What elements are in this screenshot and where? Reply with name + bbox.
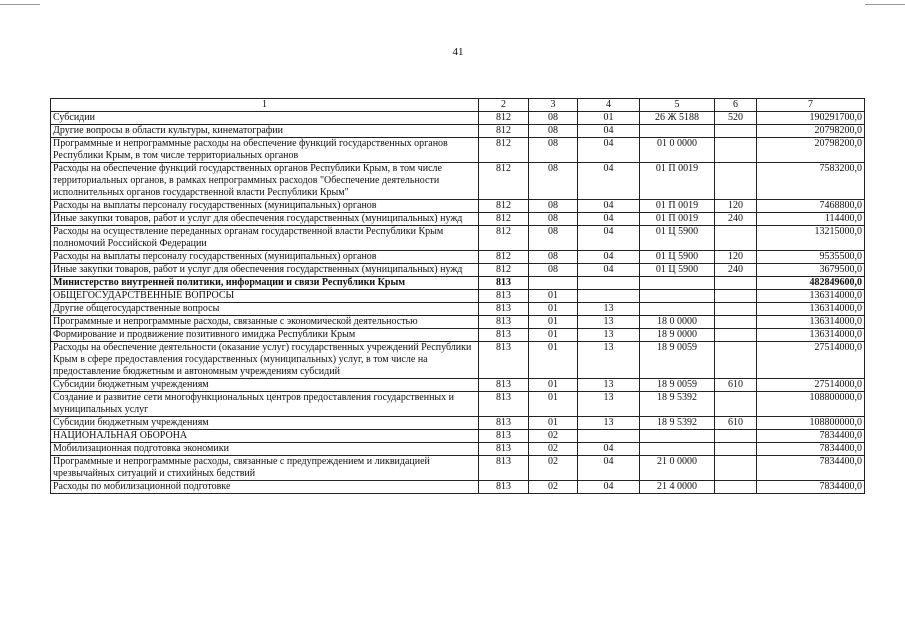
cell-pr: 04 (578, 125, 640, 138)
scan-edge-right (865, 4, 905, 5)
cell-name: Программные и непрограммные расходы, связанные с экономической деятельностью (51, 316, 479, 329)
cell-pr: 13 (578, 417, 640, 430)
cell-sum: 13215000,0 (757, 226, 865, 251)
cell-name: Расходы на обеспечение функций государственных органов Республики Крым, в том числе территориальных органов, в рамках непрограммных расходов "Обеспечение деятельности исполнительных органов государственной власти Республики Крым" (51, 163, 479, 200)
cell-rz: 02 (529, 456, 578, 481)
cell-rz: 01 (529, 392, 578, 417)
cell-pr: 04 (578, 213, 640, 226)
cell-sum: 20798200,0 (757, 125, 865, 138)
cell-ved: 812 (479, 213, 529, 226)
cell-vr (715, 163, 757, 200)
cell-pr: 01 (578, 112, 640, 125)
cell-vr: 610 (715, 379, 757, 392)
table-row (51, 430, 865, 443)
cell-rz: 08 (529, 226, 578, 251)
cell-sum: 136314000,0 (757, 316, 865, 329)
cell-csr: 01 П 0019 (640, 200, 715, 213)
cell-vr (715, 226, 757, 251)
cell-ved: 812 (479, 226, 529, 251)
cell-rz: 02 (529, 430, 578, 443)
cell-rz: 08 (529, 251, 578, 264)
cell-ved: 813 (479, 456, 529, 481)
table-row (51, 329, 865, 342)
table-row (51, 125, 865, 138)
cell-rz: 08 (529, 264, 578, 277)
cell-vr (715, 290, 757, 303)
cell-vr (715, 392, 757, 417)
cell-sum: 20798200,0 (757, 138, 865, 163)
table-row (51, 303, 865, 316)
cell-sum: 108800000,0 (757, 417, 865, 430)
cell-csr: 18 9 5392 (640, 392, 715, 417)
cell-csr: 01 0 0000 (640, 138, 715, 163)
cell-sum: 190291700,0 (757, 112, 865, 125)
cell-csr: 21 0 0000 (640, 456, 715, 481)
cell-vr (715, 277, 757, 290)
cell-vr (715, 316, 757, 329)
cell-rz: 01 (529, 329, 578, 342)
table-row (51, 213, 865, 226)
cell-csr: 01 Ц 5900 (640, 264, 715, 277)
table-row (51, 200, 865, 213)
table-row (51, 456, 865, 481)
cell-ved: 813 (479, 481, 529, 494)
column-header: 7 (757, 99, 865, 112)
cell-ved: 813 (479, 342, 529, 379)
cell-pr (578, 277, 640, 290)
cell-csr: 01 Ц 5900 (640, 251, 715, 264)
cell-rz: 08 (529, 125, 578, 138)
cell-rz: 01 (529, 342, 578, 379)
cell-sum: 7468800,0 (757, 200, 865, 213)
cell-sum: 108800000,0 (757, 392, 865, 417)
table-row (51, 316, 865, 329)
table-row (51, 443, 865, 456)
table-row (51, 112, 865, 125)
cell-csr: 21 4 0000 (640, 481, 715, 494)
cell-vr (715, 456, 757, 481)
cell-sum: 7834400,0 (757, 456, 865, 481)
cell-rz: 08 (529, 163, 578, 200)
cell-sum: 3679500,0 (757, 264, 865, 277)
cell-ved: 812 (479, 138, 529, 163)
cell-ved: 813 (479, 430, 529, 443)
budget-table (50, 98, 865, 494)
cell-pr: 04 (578, 163, 640, 200)
cell-vr: 240 (715, 264, 757, 277)
cell-name: Субсидии бюджетным учреждениям (51, 417, 479, 430)
table-row (51, 277, 865, 290)
cell-vr (715, 481, 757, 494)
cell-csr: 01 П 0019 (640, 163, 715, 200)
cell-vr: 610 (715, 417, 757, 430)
cell-csr: 18 0 0000 (640, 316, 715, 329)
cell-csr (640, 277, 715, 290)
scan-edge-left (0, 4, 40, 5)
cell-name: НАЦИОНАЛЬНАЯ ОБОРОНА (51, 430, 479, 443)
cell-pr: 04 (578, 200, 640, 213)
cell-name: Расходы на выплаты персоналу государственных (муниципальных) органов (51, 251, 479, 264)
cell-ved: 813 (479, 379, 529, 392)
cell-vr (715, 430, 757, 443)
cell-rz: 01 (529, 316, 578, 329)
cell-name: Расходы на выплаты персоналу государственных (муниципальных) органов (51, 200, 479, 213)
cell-vr (715, 125, 757, 138)
cell-name: Расходы на осуществление переданных органам государственной власти Республики Крым полномочий Российской Федерации (51, 226, 479, 251)
cell-sum: 27514000,0 (757, 379, 865, 392)
cell-name: Иные закупки товаров, работ и услуг для обеспечения государственных (муниципальных) нужд (51, 264, 479, 277)
cell-csr (640, 430, 715, 443)
cell-sum: 7834400,0 (757, 443, 865, 456)
cell-vr (715, 342, 757, 379)
cell-sum: 482849600,0 (757, 277, 865, 290)
cell-name: Другие общегосударственные вопросы (51, 303, 479, 316)
cell-sum: 136314000,0 (757, 290, 865, 303)
cell-rz (529, 277, 578, 290)
cell-csr (640, 443, 715, 456)
cell-pr: 04 (578, 264, 640, 277)
cell-name: Расходы по мобилизационной подготовке (51, 481, 479, 494)
cell-rz: 01 (529, 379, 578, 392)
column-header: 1 (51, 99, 479, 112)
cell-name: Мобилизационная подготовка экономики (51, 443, 479, 456)
table-row (51, 481, 865, 494)
cell-csr: 18 9 0000 (640, 329, 715, 342)
page-number: 41 (452, 46, 464, 58)
table-row (51, 392, 865, 417)
cell-csr: 26 Ж 5188 (640, 112, 715, 125)
column-header: 4 (578, 99, 640, 112)
cell-name: Субсидии бюджетным учреждениям (51, 379, 479, 392)
cell-pr: 04 (578, 443, 640, 456)
cell-ved: 813 (479, 329, 529, 342)
cell-ved: 813 (479, 303, 529, 316)
cell-pr: 13 (578, 303, 640, 316)
cell-ved: 812 (479, 125, 529, 138)
cell-sum: 136314000,0 (757, 329, 865, 342)
cell-rz: 08 (529, 213, 578, 226)
cell-csr: 01 П 0019 (640, 213, 715, 226)
cell-vr (715, 443, 757, 456)
cell-rz: 02 (529, 443, 578, 456)
table-row (51, 251, 865, 264)
cell-sum: 27514000,0 (757, 342, 865, 379)
cell-pr: 04 (578, 456, 640, 481)
column-header: 2 (479, 99, 529, 112)
cell-pr: 04 (578, 481, 640, 494)
cell-sum: 7834400,0 (757, 481, 865, 494)
table-row (51, 138, 865, 163)
cell-name: Иные закупки товаров, работ и услуг для обеспечения государственных (муниципальных) нужд (51, 213, 479, 226)
cell-csr: 18 9 0059 (640, 379, 715, 392)
cell-vr: 520 (715, 112, 757, 125)
cell-rz: 01 (529, 303, 578, 316)
table-row (51, 163, 865, 200)
cell-ved: 812 (479, 251, 529, 264)
cell-sum: 114400,0 (757, 213, 865, 226)
cell-pr: 04 (578, 138, 640, 163)
cell-name: Формирование и продвижение позитивного имиджа Республики Крым (51, 329, 479, 342)
cell-pr (578, 290, 640, 303)
cell-sum: 7834400,0 (757, 430, 865, 443)
cell-name: Другие вопросы в области культуры, кинематографии (51, 125, 479, 138)
cell-sum: 136314000,0 (757, 303, 865, 316)
cell-ved: 812 (479, 163, 529, 200)
cell-csr: 18 9 0059 (640, 342, 715, 379)
cell-name: Расходы на обеспечение деятельности (оказание услуг) государственных учреждений Республики Крым в сфере предоставления государственных (муниципальных) услуг, в том числе на предоставление бюджетным и автономным учреждениям субсидий (51, 342, 479, 379)
table-row (51, 226, 865, 251)
cell-name: Программные и непрограммные расходы, связанные с предупреждением и ликвидацией чрезвычайных ситуаций и стихийных бедствий (51, 456, 479, 481)
cell-csr (640, 125, 715, 138)
cell-pr: 04 (578, 251, 640, 264)
table-row (51, 290, 865, 303)
cell-name: Программные и непрограммные расходы на обеспечение функций государственных органов Республики Крым, в том числе территориальных органов (51, 138, 479, 163)
cell-pr: 13 (578, 316, 640, 329)
cell-ved: 812 (479, 264, 529, 277)
cell-rz: 01 (529, 290, 578, 303)
cell-vr: 240 (715, 213, 757, 226)
cell-rz: 08 (529, 112, 578, 125)
cell-pr: 04 (578, 226, 640, 251)
cell-ved: 813 (479, 316, 529, 329)
cell-vr (715, 138, 757, 163)
table-row (51, 342, 865, 379)
cell-rz: 01 (529, 417, 578, 430)
cell-rz: 08 (529, 138, 578, 163)
column-header: 6 (715, 99, 757, 112)
cell-ved: 813 (479, 290, 529, 303)
cell-ved: 813 (479, 443, 529, 456)
cell-name: Министерство внутренней политики, информации и связи Республики Крым (51, 277, 479, 290)
cell-vr (715, 303, 757, 316)
cell-vr: 120 (715, 200, 757, 213)
column-header: 3 (529, 99, 578, 112)
cell-csr: 18 9 5392 (640, 417, 715, 430)
cell-ved: 813 (479, 417, 529, 430)
cell-pr (578, 430, 640, 443)
cell-csr: 01 Ц 5900 (640, 226, 715, 251)
cell-ved: 813 (479, 277, 529, 290)
table-row (51, 264, 865, 277)
cell-rz: 08 (529, 200, 578, 213)
cell-pr: 13 (578, 392, 640, 417)
column-header: 5 (640, 99, 715, 112)
table-row (51, 379, 865, 392)
cell-sum: 9535500,0 (757, 251, 865, 264)
cell-ved: 813 (479, 392, 529, 417)
cell-pr: 13 (578, 379, 640, 392)
header-row (51, 99, 865, 112)
cell-rz: 02 (529, 481, 578, 494)
cell-name: ОБЩЕГОСУДАРСТВЕННЫЕ ВОПРОСЫ (51, 290, 479, 303)
cell-pr: 13 (578, 329, 640, 342)
cell-name: Субсидии (51, 112, 479, 125)
cell-ved: 812 (479, 200, 529, 213)
table-row (51, 417, 865, 430)
cell-csr (640, 303, 715, 316)
cell-ved: 812 (479, 112, 529, 125)
cell-sum: 7583200,0 (757, 163, 865, 200)
cell-vr: 120 (715, 251, 757, 264)
cell-name: Создание и развитие сети многофункциональных центров предоставления государственных и муниципальных услуг (51, 392, 479, 417)
cell-csr (640, 290, 715, 303)
cell-pr: 13 (578, 342, 640, 379)
cell-vr (715, 329, 757, 342)
